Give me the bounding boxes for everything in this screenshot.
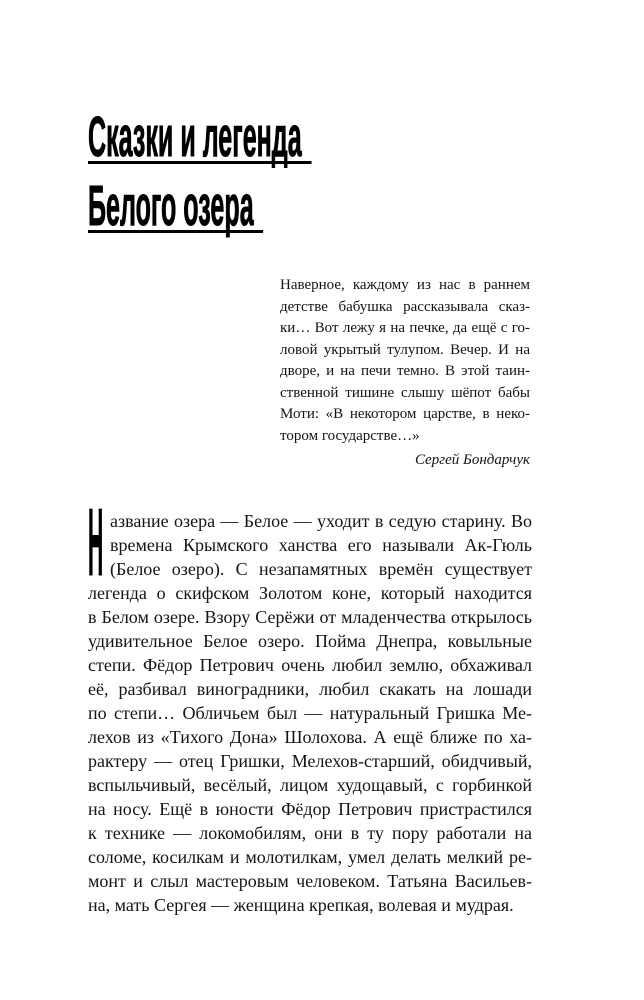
epigraph-line: тором государстве…» (280, 427, 420, 444)
epigraph-attribution: Сергей Бондарчук (414, 452, 530, 468)
body-line: соломе, косилкам и молотилкам, умел делать мелкий ре- (88, 847, 532, 867)
body-line: лехов из «Тихого Дона» Шолохова. А ещё ближе по ха- (88, 727, 532, 747)
body-line: на носу. Ещё в юности Фёдор Петрович пристрастился (88, 799, 532, 819)
epigraph-line: дворе, и на печи темно. В этой таин- (280, 363, 530, 379)
body-line: степи. Фёдор Петрович очень любил землю, обхаживал (88, 655, 532, 675)
body-line: её, разбивал виноградники, любил скакать на лошади (88, 679, 532, 699)
body-line: на, мать Сергея — женщина крепкая, волевая и мудрая. (88, 895, 514, 915)
epigraph-line: Наверное, каждому из нас в раннем (280, 277, 530, 293)
epigraph-line: ственной тишине слышу шёпот бабы (280, 384, 530, 401)
body-line: к технике — локомобилям, они в ту пору работали на (88, 823, 532, 843)
body-line: в Белом озере. Взору Серёжи от младенчества открылось (88, 607, 532, 627)
drop-cap-letter: Н (88, 489, 104, 596)
body-line: азвание озера — Белое — уходит в седую старину. Во (110, 511, 532, 531)
body-line: времена Крымского ханства его называли Ак-Гюль (110, 535, 532, 555)
body-line: вспыльчивый, весёлый, лицом худощавый, с горбинкой (88, 775, 532, 795)
epigraph-line: ловой укрытый тулупом. Вечер. И на (280, 341, 530, 358)
body-line: по степи… Обличьем был — натуральный Гришка Ме- (88, 703, 532, 723)
chapter-title-line-1 (88, 105, 596, 169)
body-line: удивительное Белое озеро. Пойма Днепра, ковыльные (88, 631, 532, 651)
chapter-title-text-1: Сказки и легенда (88, 113, 311, 164)
body-paragraph (88, 509, 532, 917)
body-line: рактеру — отец Гришки, Мелехов-старший, обидчивый, (88, 751, 532, 771)
body-line: (Белое озеро). С незапамятных времён существует (110, 559, 532, 579)
epigraph-line: Моти: «В некотором царстве, в неко- (280, 406, 530, 422)
chapter-title-line-2 (88, 174, 486, 238)
body-line: монт и слыл мастеровым человеком. Татьяна Васильев- (88, 871, 532, 891)
epigraph-line: детстве бабушка рассказывала сказ- (280, 298, 530, 315)
drop-cap-spacer (88, 509, 103, 581)
chapter-title-text-2: Белого озера (88, 182, 263, 233)
epigraph-line: ки… Вот лежу я на печке, да ещё с го- (280, 320, 530, 336)
body-line: легенда о скифском Золотом коне, который находится (88, 583, 532, 603)
epigraph (280, 275, 530, 471)
